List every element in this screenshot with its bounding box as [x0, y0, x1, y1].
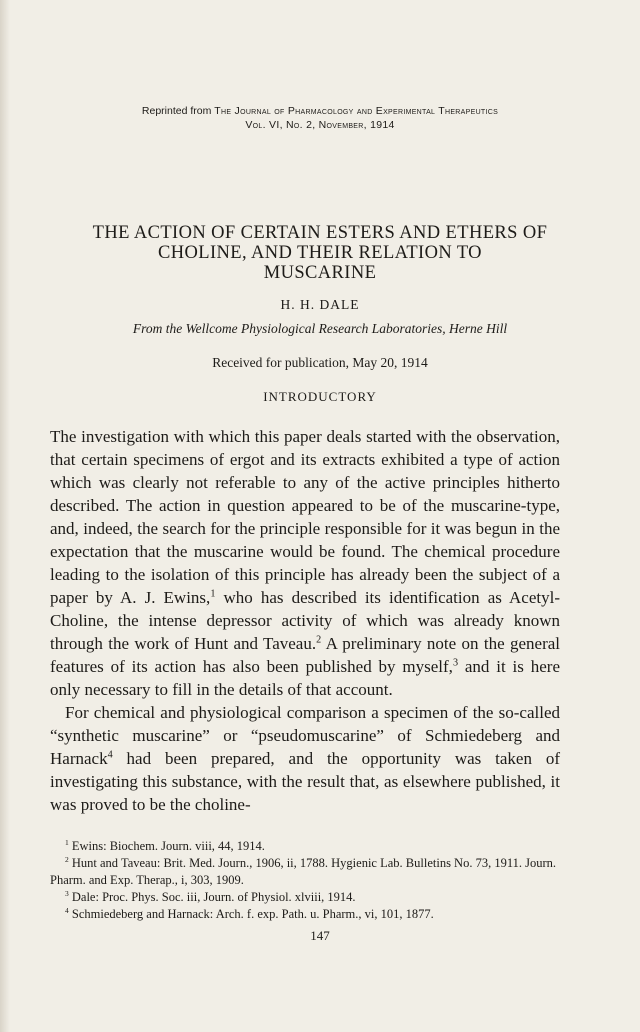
footnote-text: Ewins: Biochem. Journ. viii, 44, 1914. [68, 839, 265, 853]
reprint-line [0, 104, 640, 118]
page-edge-shadow [0, 0, 10, 1032]
footnotes [50, 838, 560, 923]
author-affiliation: From the Wellcome Physiological Research Laboratories, Herne Hill [132, 321, 508, 336]
footnote-number: 1 [65, 837, 69, 847]
page-number: 147 [310, 928, 330, 943]
footnote [50, 889, 560, 906]
title-line: THE ACTION OF CERTAIN ESTERS AND ETHERS OF [92, 223, 548, 243]
footnote-text: Hunt and Taveau: Brit. Med. Journ., 1906, ii, 1788. Hygienic Lab. Bulletins No. 73, 1911. Journ. Pharm. and Exp. Therap., i, 303, 1909. [50, 856, 557, 887]
title-line: MUSCARINE [263, 263, 377, 283]
volume-line: Vol. VI, No. 2, November, 1914 [245, 119, 395, 131]
footnote [50, 906, 560, 923]
text-run: The investigation with which this paper deals started with the observation, that certain specimens of ergot and its extracts exhibited a type of action which was clearly not referable to any of the active principles hitherto described. The action in question appeared to be of the muscarine-type, and, indeed, the search for the principle responsible for it was begun in the expectation that the muscarine would be found. The chemical procedure leading to the isolation of this principle has already been the subject of a paper by A. J. Ewins, [50, 427, 560, 607]
text-run: For chemical and physiological comparison a specimen of the so-called “synthetic muscarine” or “pseudomuscarine” of Schmiedeberg and Harnack [50, 703, 560, 768]
footnote-ref: 4 [107, 749, 113, 761]
journal-name: The Journal of Pharmacology and Experimental Therapeutics [214, 105, 499, 117]
reprint-prefix: Reprinted from [141, 105, 212, 117]
title-line: CHOLINE, AND THEIR RELATION TO [158, 243, 482, 263]
footnote [50, 855, 560, 889]
author-name: H. H. DALE [280, 297, 360, 312]
text-run: and it is here only necessary to fill in the details of that account. [50, 657, 560, 699]
footnote-ref: 3 [452, 657, 459, 669]
text-run: had been prepared, and the opportunity was taken of investigating this substance, with the result that, as elsewhere published, it was proved to be the choline- [50, 749, 560, 814]
footnote-number: 4 [65, 905, 69, 915]
section-heading: INTRODUCTORY [263, 389, 377, 404]
paragraph-2 [50, 701, 560, 816]
article-title [40, 223, 600, 283]
footnote-number: 2 [65, 854, 69, 864]
footnote-number: 3 [65, 888, 69, 898]
footnote-text: Dale: Proc. Phys. Soc. iii, Journ. of Physiol. xlviii, 1914. [68, 890, 356, 904]
footnote-ref: 2 [316, 634, 322, 646]
body-text [50, 425, 560, 816]
footnote [50, 838, 560, 855]
received-date: Received for publication, May 20, 1914 [212, 355, 428, 370]
paragraph-1 [50, 425, 560, 701]
footnote-ref: 1 [210, 588, 216, 600]
reprint-header [0, 104, 640, 132]
footnote-text: Schmiedeberg and Harnack: Arch. f. exp. Path. u. Pharm., vi, 101, 1877. [68, 907, 434, 921]
text-run: A preliminary note on the general features of its action has also been published by myself, [50, 634, 560, 676]
text-run: who has described its identification as Acetyl-Choline, the intense depressor activity of which was already known through the work of Hunt and Taveau. [50, 588, 560, 653]
